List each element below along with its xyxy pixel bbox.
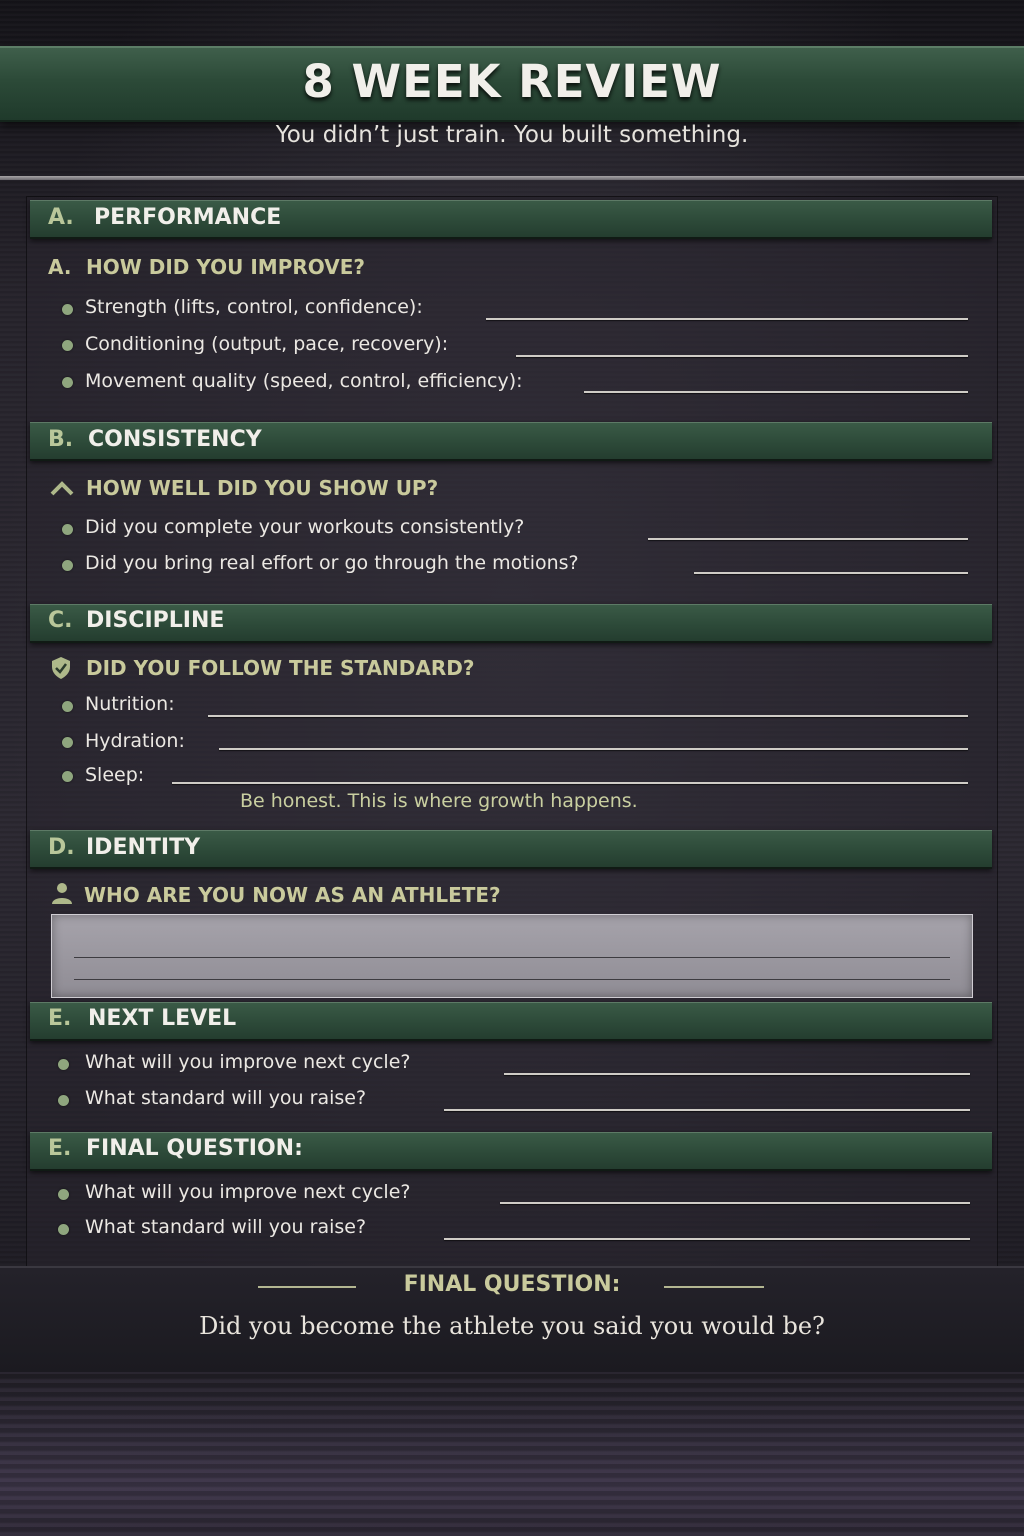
bullet [58,1189,69,1200]
shield-check-icon [50,656,72,680]
prompt-label: Did you complete your workouts consistently? [85,516,525,538]
answer-line-effort[interactable] [694,572,968,574]
section-title: CONSISTENCY [88,427,262,452]
page-title: 8 WEEK REVIEW [302,55,722,108]
answer-line-standard[interactable] [444,1109,970,1111]
section-title: NEXT LEVEL [88,1006,237,1031]
question-heading: DID YOU FOLLOW THE STANDARD? [86,656,475,680]
answer-line-improve[interactable] [504,1073,970,1075]
bullet [62,737,73,748]
writing-line [74,979,950,980]
answer-line-nutrition[interactable] [208,715,968,717]
answer-line-consistency[interactable] [648,538,968,540]
prompt-label: Movement quality (speed, control, efficiency): [85,370,523,392]
answer-line-strength[interactable] [486,318,968,320]
question-heading: HOW WELL DID YOU SHOW UP? [86,476,439,500]
prompt-label: What standard will you raise? [85,1216,367,1238]
section-title: FINAL QUESTION: [86,1136,303,1161]
bullet [62,771,73,782]
bullet [62,377,73,388]
bullet [62,304,73,315]
prompt-label: Hydration: [85,730,185,752]
bottom-texture [0,1372,1024,1536]
section-title: PERFORMANCE [94,205,282,230]
section-letter: A. [48,205,74,230]
bullet [58,1224,69,1235]
section-title: IDENTITY [86,835,201,860]
page-subtitle: You didn’t just train. You built something. [275,122,749,148]
section-letter: B. [48,427,74,452]
prompt-label: Did you bring real effort or go through the motions? [85,552,579,574]
bullet [62,524,73,535]
section-letter: D. [48,835,75,860]
honesty-note: Be honest. This is where growth happens. [240,790,638,812]
answer-line-sleep[interactable] [172,782,968,784]
answer-line-improve-final[interactable] [500,1202,970,1204]
section-letter: C. [48,608,73,633]
answer-line-conditioning[interactable] [516,355,968,357]
bullet [58,1095,69,1106]
question-heading: WHO ARE YOU NOW AS AN ATHLETE? [84,883,501,907]
bullet [62,560,73,571]
bullet [58,1059,69,1070]
divider [0,176,1024,180]
chevron-up-icon [49,478,75,500]
question-prefix: A. [48,255,72,279]
section-letter: E. [48,1006,72,1031]
prompt-label: What standard will you raise? [85,1087,367,1109]
bullet [62,340,73,351]
answer-line-movement[interactable] [584,391,968,393]
bullet [62,701,73,712]
question-heading: HOW DID YOU IMPROVE? [86,255,365,279]
final-question-title: FINAL QUESTION: [403,1272,621,1297]
answer-line-hydration[interactable] [219,748,968,750]
identity-answer-box[interactable] [51,914,973,998]
prompt-label: Nutrition: [85,693,175,715]
writing-line [74,957,950,958]
prompt-label: Sleep: [85,764,145,786]
prompt-label: Conditioning (output, pace, recovery): [85,333,449,355]
section-letter: E. [48,1136,72,1161]
prompt-label: What will you improve next cycle? [85,1051,411,1073]
prompt-label: Strength (lifts, control, confidence): [85,296,423,318]
prompt-label: What will you improve next cycle? [85,1181,411,1203]
person-icon [50,882,74,904]
section-title: DISCIPLINE [86,608,225,633]
answer-line-standard-final[interactable] [444,1238,970,1240]
final-question-text: Did you become the athlete you said you would be? [199,1312,825,1340]
